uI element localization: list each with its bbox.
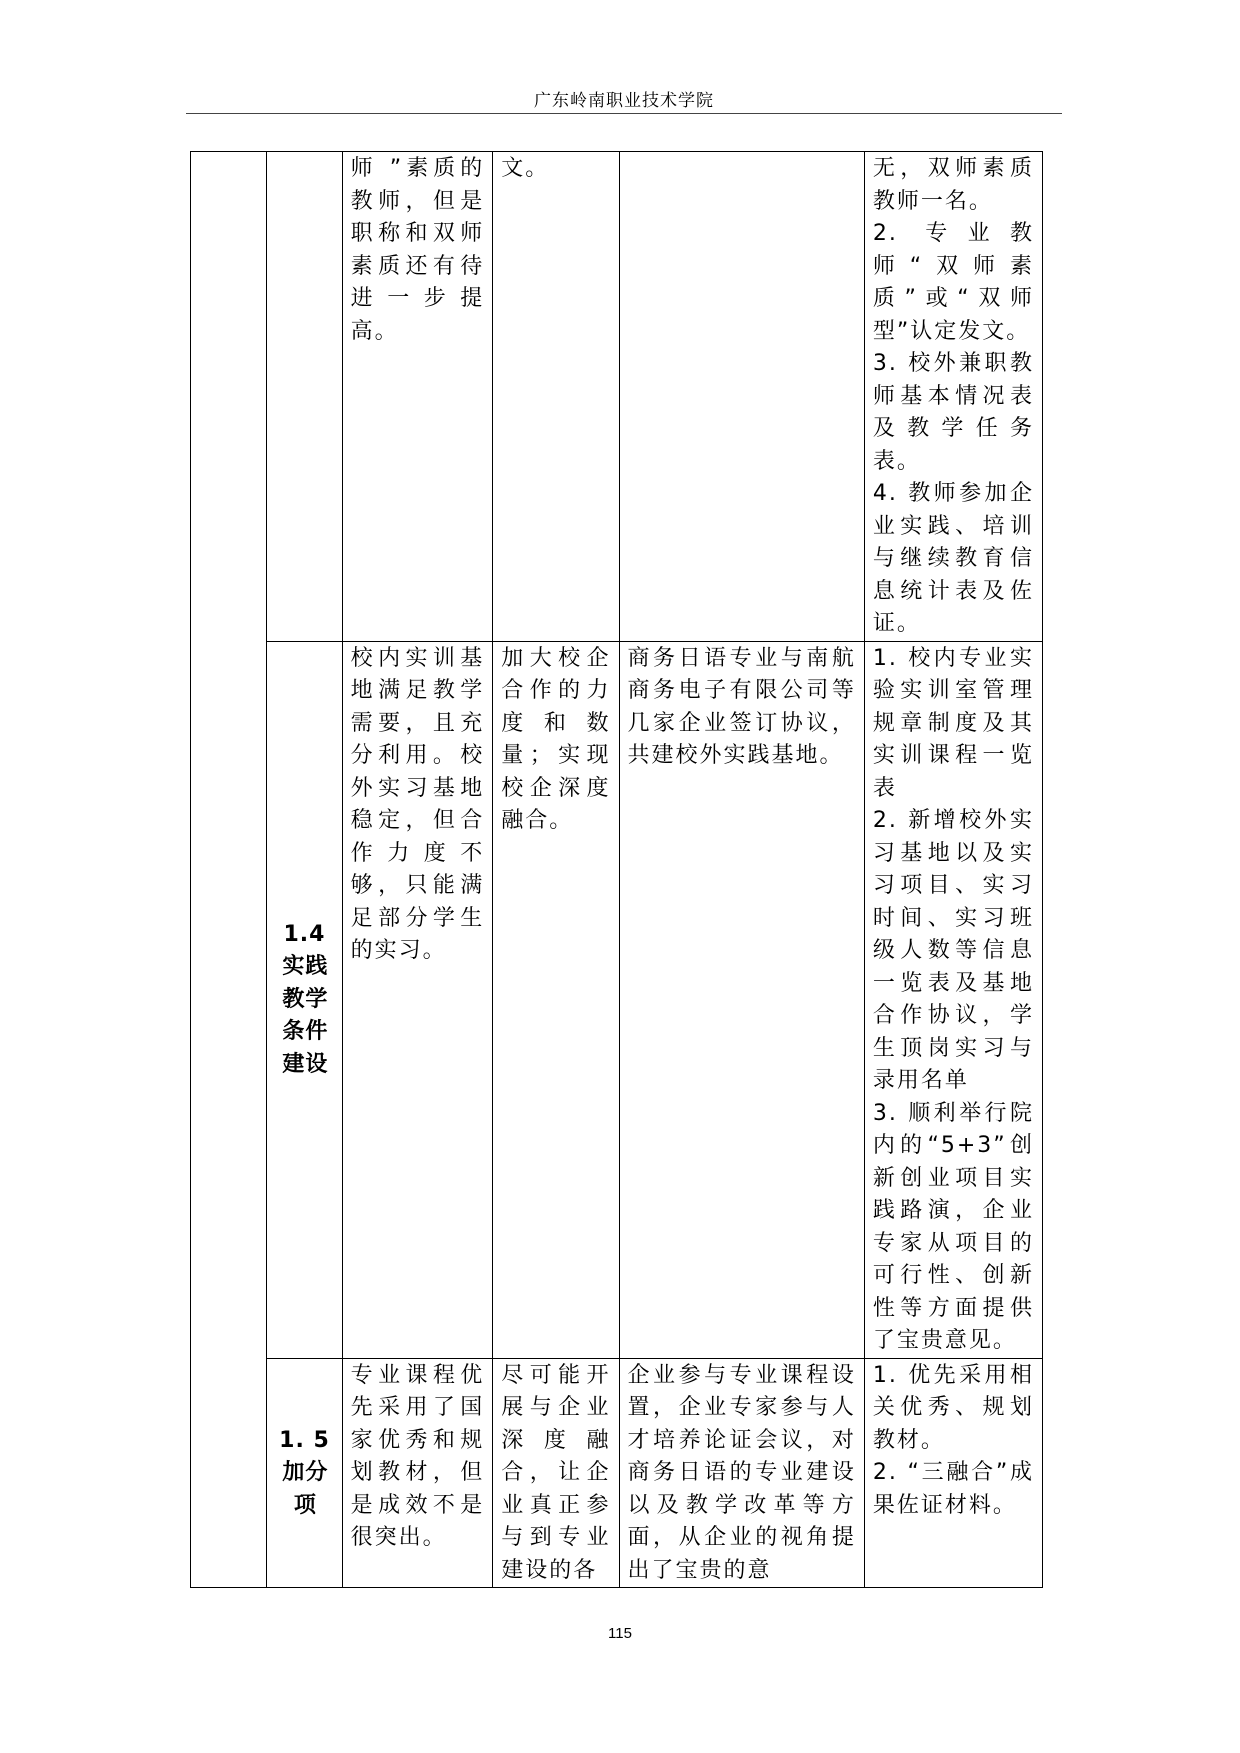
category-number: 1.4: [283, 921, 326, 947]
table-cell-result: [619, 152, 864, 642]
category-title: 实践教学条件建设: [282, 954, 329, 1077]
table-cell-result: 商务日语专业与南航商务电子有限公司等几家企业签订协议，共建校外实践基地。: [619, 641, 864, 1358]
table-cell-category: [267, 1358, 342, 1588]
category-number: 1. 5: [279, 1427, 330, 1453]
header-divider: [186, 113, 1062, 114]
table-cell-measure: 加大校企合作的力度和数量；实现校企深度融合。: [493, 641, 619, 1358]
table-cell-measure: 文。: [493, 152, 619, 642]
table-cell-blank: [191, 152, 267, 1588]
table-row: [191, 152, 1043, 642]
table-cell-category: [267, 641, 342, 1358]
table-cell-status: 校内实训基地满足教学需要，且充分利用。校外实习基地稳定，但合作力度不够，只能满足部分学生的实习。: [342, 641, 493, 1358]
evidence-text: 无，双师素质教师一名。 2. 专业教师“双师素质”或“双师型”认定发文。 3. 校外兼职教师基本情况表及教学任务表。 4. 教师参加企业实践、培训与继续教育信息统计表及佐证。: [872, 156, 1034, 636]
page-header-title: 广东岭南职业技术学院: [534, 91, 714, 111]
table-cell-status: 专业课程优先采用了国家优秀和规划教材，但是成效不是很突出。: [342, 1358, 493, 1588]
table-cell-evidence: [864, 1358, 1042, 1588]
table-row: [191, 1358, 1043, 1588]
table-cell-category: [267, 152, 342, 642]
page-number: 115: [608, 1625, 632, 1642]
category-title: 加分项: [282, 1460, 329, 1518]
table-cell-status: 师 ”素质的教师，但是职称和双师素质还有待进一步提高。: [342, 152, 493, 642]
table-cell-evidence: [864, 152, 1042, 642]
table-cell-measure: 尽可能开展与企业深度融合，让企业真正参与到专业建设的各: [493, 1358, 619, 1588]
evidence-text: 1. 优先采用相关优秀、规划教材。 2. “三融合”成果佐证材料。: [872, 1362, 1034, 1518]
table-cell-result: 企业参与专业课程设置，企业专家参与人才培养论证会议，对商务日语的专业建设以及教学改革等方面，从企业的视角提出了宝贵的意: [619, 1358, 864, 1588]
table-cell-evidence: [864, 641, 1042, 1358]
evidence-text: 1. 校内专业实验实训室管理规章制度及其实训课程一览表 2. 新增校外实习基地以及实习项目、实习时间、实习班级人数等信息一览表及基地合作协议，学生顶岗实习与录用名单 3. 顺利举行院内的“5+3”创新创业项目实践路演，企业专家从项目的可行性、创新性等方面提供了宝贵意见。: [872, 645, 1034, 1353]
evaluation-table: [190, 151, 1043, 1588]
table-row: [191, 641, 1043, 1358]
